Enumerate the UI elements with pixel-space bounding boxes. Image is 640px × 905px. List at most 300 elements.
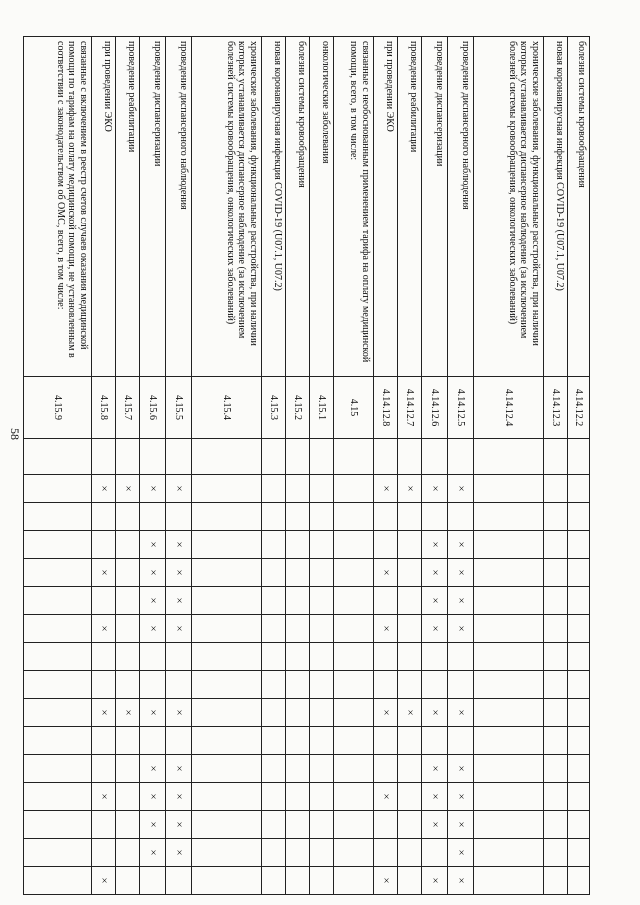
mark-cell	[116, 811, 140, 839]
mark-cell	[24, 699, 92, 727]
mark-cell	[310, 811, 334, 839]
row-code: 4.14.12.6	[422, 377, 448, 439]
mark-cell	[24, 439, 92, 475]
mark-cell: ×	[422, 615, 448, 643]
mark-cell: ×	[422, 475, 448, 503]
mark-cell: ×	[448, 811, 474, 839]
mark-cell	[24, 587, 92, 615]
mark-cell	[310, 643, 334, 671]
mark-cell	[116, 727, 140, 755]
mark-cell	[310, 531, 334, 559]
row-label: связанные с необоснованным применением тарифа на оплату медицинской помощи, всего, в том числе:	[334, 37, 374, 377]
mark-cell	[474, 783, 544, 811]
mark-cell	[334, 783, 374, 811]
mark-cell	[474, 699, 544, 727]
mark-cell	[262, 839, 286, 867]
mark-cell	[116, 755, 140, 783]
row-label: проведение реабилитации	[116, 37, 140, 377]
row-code: 4.15.8	[92, 377, 116, 439]
mark-cell: ×	[448, 783, 474, 811]
mark-cell	[116, 867, 140, 895]
mark-cell	[286, 587, 310, 615]
mark-cell	[310, 867, 334, 895]
mark-cell	[310, 839, 334, 867]
mark-cell	[544, 503, 568, 531]
mark-cell	[568, 643, 590, 671]
mark-cell	[474, 643, 544, 671]
mark-cell: ×	[166, 587, 192, 615]
mark-cell: ×	[448, 587, 474, 615]
mark-cell	[24, 559, 92, 587]
mark-cell	[310, 755, 334, 783]
mark-cell	[568, 867, 590, 895]
table-row	[448, 37, 474, 895]
mark-cell	[140, 439, 166, 475]
mark-cell	[544, 439, 568, 475]
mark-cell	[422, 643, 448, 671]
mark-cell	[398, 503, 422, 531]
mark-cell	[116, 783, 140, 811]
row-label: проведение диспансеризации	[422, 37, 448, 377]
mark-cell	[262, 811, 286, 839]
mark-cell: ×	[166, 839, 192, 867]
mark-cell	[398, 867, 422, 895]
mark-cell	[544, 839, 568, 867]
mark-cell	[24, 475, 92, 503]
mark-cell	[192, 559, 262, 587]
mark-cell: ×	[92, 699, 116, 727]
mark-cell	[334, 839, 374, 867]
mark-cell	[334, 503, 374, 531]
mark-cell	[310, 783, 334, 811]
mark-cell	[334, 531, 374, 559]
mark-cell: ×	[116, 699, 140, 727]
mark-cell	[448, 727, 474, 755]
mark-cell: ×	[398, 475, 422, 503]
mark-cell: ×	[448, 839, 474, 867]
mark-cell	[334, 867, 374, 895]
mark-cell	[398, 643, 422, 671]
mark-cell	[286, 475, 310, 503]
mark-cell	[334, 475, 374, 503]
mark-cell: ×	[422, 587, 448, 615]
mark-cell	[262, 587, 286, 615]
mark-cell	[334, 587, 374, 615]
mark-cell	[334, 811, 374, 839]
mark-cell	[398, 559, 422, 587]
mark-cell	[374, 839, 398, 867]
mark-cell	[262, 439, 286, 475]
mark-cell: ×	[166, 559, 192, 587]
mark-cell	[262, 643, 286, 671]
row-code: 4.15	[334, 377, 374, 439]
table-row	[140, 37, 166, 895]
row-code: 4.15.5	[166, 377, 192, 439]
row-code: 4.14.12.2	[568, 377, 590, 439]
mark-cell	[310, 559, 334, 587]
table-body	[24, 37, 590, 895]
mark-cell	[448, 671, 474, 699]
mark-cell	[334, 439, 374, 475]
page-number: 58	[8, 428, 22, 440]
mark-cell: ×	[398, 699, 422, 727]
mark-cell: ×	[422, 755, 448, 783]
mark-cell: ×	[92, 559, 116, 587]
mark-cell	[334, 615, 374, 643]
mark-cell: ×	[140, 587, 166, 615]
mark-cell	[334, 755, 374, 783]
mark-cell: ×	[140, 475, 166, 503]
table-row	[166, 37, 192, 895]
mark-cell	[568, 671, 590, 699]
mark-cell	[422, 727, 448, 755]
mark-cell	[286, 755, 310, 783]
mark-cell	[92, 531, 116, 559]
mark-cell	[262, 475, 286, 503]
table-row	[398, 37, 422, 895]
mark-cell: ×	[166, 475, 192, 503]
mark-cell	[334, 643, 374, 671]
row-label: болезни системы кровообращения	[568, 37, 590, 377]
mark-cell	[286, 531, 310, 559]
mark-cell	[192, 587, 262, 615]
table-row	[92, 37, 116, 895]
mark-cell	[568, 559, 590, 587]
mark-cell: ×	[422, 559, 448, 587]
mark-cell	[262, 727, 286, 755]
mark-cell	[24, 811, 92, 839]
row-label: хронические заболевания, функциональные расстройства, при наличии которых устанавливается диспансерное наблюдение (за исключением болезней системы кровообращения, онкологических заболеваний)	[192, 37, 262, 377]
mark-cell: ×	[422, 531, 448, 559]
mark-cell	[286, 671, 310, 699]
mark-cell	[544, 615, 568, 643]
mark-cell: ×	[374, 475, 398, 503]
table-row	[474, 37, 544, 895]
mark-cell	[140, 727, 166, 755]
mark-cell	[262, 503, 286, 531]
table-row	[334, 37, 374, 895]
mark-cell: ×	[448, 699, 474, 727]
mark-cell	[474, 811, 544, 839]
mark-cell: ×	[166, 755, 192, 783]
mark-cell	[24, 671, 92, 699]
mark-cell	[92, 439, 116, 475]
mark-cell	[374, 727, 398, 755]
mark-cell	[474, 587, 544, 615]
row-code: 4.14.12.3	[544, 377, 568, 439]
mark-cell	[92, 503, 116, 531]
table-row	[568, 37, 590, 895]
mark-cell	[192, 475, 262, 503]
mark-cell	[474, 839, 544, 867]
row-code: 4.15.4	[192, 377, 262, 439]
mark-cell	[286, 643, 310, 671]
mark-cell	[286, 559, 310, 587]
mark-cell	[286, 783, 310, 811]
mark-cell	[286, 699, 310, 727]
mark-cell	[192, 727, 262, 755]
mark-cell	[474, 615, 544, 643]
mark-cell	[262, 531, 286, 559]
row-label: онкологические заболевания	[310, 37, 334, 377]
mark-cell: ×	[140, 839, 166, 867]
mark-cell	[116, 587, 140, 615]
mark-cell	[398, 587, 422, 615]
row-label: при проведении ЭКО	[374, 37, 398, 377]
mark-cell	[398, 671, 422, 699]
mark-cell	[192, 643, 262, 671]
mark-cell	[192, 671, 262, 699]
mark-cell	[310, 475, 334, 503]
mark-cell: ×	[448, 559, 474, 587]
mark-cell	[398, 439, 422, 475]
mark-cell	[310, 439, 334, 475]
mark-cell	[286, 503, 310, 531]
mark-cell	[92, 755, 116, 783]
mark-cell	[92, 587, 116, 615]
mark-cell: ×	[116, 475, 140, 503]
mark-cell	[398, 755, 422, 783]
mark-cell	[374, 755, 398, 783]
mark-cell	[448, 439, 474, 475]
mark-cell: ×	[166, 699, 192, 727]
row-code: 4.15.9	[24, 377, 92, 439]
mark-cell	[24, 643, 92, 671]
table-row	[286, 37, 310, 895]
mark-cell: ×	[374, 867, 398, 895]
table-row	[310, 37, 334, 895]
mark-cell	[474, 439, 544, 475]
row-label: связанные с включением в реестр счетов случаев оказания медицинской помощи по тарифам на оплату медицинской помощи, не установленным в соответствии с законодательством об ОМС, всего, в том числе:	[24, 37, 92, 377]
mark-cell	[192, 699, 262, 727]
mark-cell	[544, 559, 568, 587]
mark-cell: ×	[448, 755, 474, 783]
mark-cell	[310, 503, 334, 531]
mark-cell: ×	[140, 559, 166, 587]
mark-cell	[422, 839, 448, 867]
mark-cell	[24, 755, 92, 783]
mark-cell	[374, 671, 398, 699]
table-row	[24, 37, 92, 895]
mark-cell: ×	[92, 615, 116, 643]
mark-cell	[116, 559, 140, 587]
mark-cell: ×	[422, 867, 448, 895]
mark-cell: ×	[140, 783, 166, 811]
mark-cell	[544, 727, 568, 755]
mark-cell	[192, 867, 262, 895]
mark-cell	[140, 503, 166, 531]
mark-cell	[544, 671, 568, 699]
mark-cell	[166, 867, 192, 895]
mark-cell	[568, 811, 590, 839]
mark-cell	[474, 503, 544, 531]
mark-cell	[544, 783, 568, 811]
mark-cell: ×	[140, 811, 166, 839]
mark-cell: ×	[166, 531, 192, 559]
data-table	[23, 36, 590, 895]
mark-cell	[24, 727, 92, 755]
mark-cell: ×	[448, 867, 474, 895]
mark-cell	[286, 439, 310, 475]
mark-cell	[422, 671, 448, 699]
mark-cell	[474, 867, 544, 895]
mark-cell	[166, 643, 192, 671]
mark-cell	[374, 587, 398, 615]
mark-cell: ×	[374, 615, 398, 643]
mark-cell: ×	[448, 475, 474, 503]
mark-cell	[262, 671, 286, 699]
mark-cell	[192, 531, 262, 559]
mark-cell	[24, 503, 92, 531]
mark-cell	[92, 727, 116, 755]
mark-cell	[140, 671, 166, 699]
row-code: 4.15.1	[310, 377, 334, 439]
rotated-table-container	[52, 36, 590, 892]
row-label: болезни системы кровообращения	[286, 37, 310, 377]
table-row	[374, 37, 398, 895]
mark-cell: ×	[422, 699, 448, 727]
row-code: 4.14.12.4	[474, 377, 544, 439]
row-label: проведение реабилитации	[398, 37, 422, 377]
mark-cell	[568, 475, 590, 503]
mark-cell: ×	[140, 699, 166, 727]
table-row	[422, 37, 448, 895]
mark-cell	[310, 587, 334, 615]
mark-cell	[568, 531, 590, 559]
mark-cell: ×	[92, 783, 116, 811]
mark-cell	[474, 755, 544, 783]
mark-cell	[262, 699, 286, 727]
mark-cell	[474, 671, 544, 699]
mark-cell	[166, 439, 192, 475]
mark-cell: ×	[92, 867, 116, 895]
mark-cell	[116, 439, 140, 475]
mark-cell	[398, 783, 422, 811]
table-row	[262, 37, 286, 895]
mark-cell	[374, 643, 398, 671]
mark-cell	[24, 867, 92, 895]
mark-cell	[474, 559, 544, 587]
mark-cell	[116, 671, 140, 699]
mark-cell	[262, 615, 286, 643]
mark-cell	[544, 867, 568, 895]
row-label: проведение диспансерного наблюдения	[166, 37, 192, 377]
table-row	[544, 37, 568, 895]
mark-cell: ×	[422, 811, 448, 839]
mark-cell	[568, 699, 590, 727]
mark-cell	[140, 867, 166, 895]
mark-cell	[310, 699, 334, 727]
mark-cell	[286, 615, 310, 643]
mark-cell	[24, 783, 92, 811]
mark-cell	[166, 727, 192, 755]
mark-cell	[92, 671, 116, 699]
mark-cell	[334, 559, 374, 587]
mark-cell	[398, 839, 422, 867]
mark-cell	[192, 839, 262, 867]
mark-cell	[92, 839, 116, 867]
mark-cell	[262, 559, 286, 587]
row-label: проведение диспансерного наблюдения	[448, 37, 474, 377]
mark-cell	[334, 671, 374, 699]
table-row	[192, 37, 262, 895]
mark-cell	[24, 531, 92, 559]
mark-cell	[262, 867, 286, 895]
mark-cell	[374, 503, 398, 531]
mark-cell	[24, 615, 92, 643]
mark-cell	[568, 439, 590, 475]
mark-cell	[262, 755, 286, 783]
mark-cell: ×	[422, 783, 448, 811]
mark-cell	[24, 839, 92, 867]
mark-cell	[544, 811, 568, 839]
mark-cell	[192, 783, 262, 811]
mark-cell	[544, 699, 568, 727]
mark-cell	[116, 531, 140, 559]
mark-cell	[116, 839, 140, 867]
mark-cell	[116, 615, 140, 643]
mark-cell	[422, 503, 448, 531]
row-code: 4.14.12.7	[398, 377, 422, 439]
mark-cell	[544, 587, 568, 615]
mark-cell	[374, 439, 398, 475]
mark-cell	[568, 615, 590, 643]
row-label: при проведении ЭКО	[92, 37, 116, 377]
mark-cell: ×	[374, 559, 398, 587]
mark-cell: ×	[92, 475, 116, 503]
mark-cell: ×	[166, 615, 192, 643]
mark-cell	[398, 615, 422, 643]
mark-cell: ×	[166, 811, 192, 839]
mark-cell	[286, 867, 310, 895]
mark-cell	[166, 503, 192, 531]
mark-cell	[474, 475, 544, 503]
mark-cell	[92, 811, 116, 839]
mark-cell	[448, 503, 474, 531]
mark-cell	[422, 439, 448, 475]
mark-cell	[568, 755, 590, 783]
mark-cell: ×	[374, 783, 398, 811]
mark-cell: ×	[140, 755, 166, 783]
mark-cell: ×	[140, 531, 166, 559]
row-label: хронические заболевания, функциональные расстройства, при наличии которых устанавливается диспансерное наблюдение (за исключением болезней системы кровообращения, онкологических заболеваний)	[474, 37, 544, 377]
mark-cell	[568, 783, 590, 811]
mark-cell	[474, 727, 544, 755]
row-code: 4.15.3	[262, 377, 286, 439]
mark-cell	[544, 643, 568, 671]
mark-cell	[568, 587, 590, 615]
mark-cell	[374, 811, 398, 839]
mark-cell: ×	[140, 615, 166, 643]
mark-cell	[192, 811, 262, 839]
mark-cell	[262, 783, 286, 811]
row-code: 4.14.12.5	[448, 377, 474, 439]
row-code: 4.14.12.8	[374, 377, 398, 439]
row-code: 4.15.6	[140, 377, 166, 439]
mark-cell	[568, 727, 590, 755]
table-row	[116, 37, 140, 895]
mark-cell	[286, 811, 310, 839]
mark-cell	[398, 727, 422, 755]
row-code: 4.15.2	[286, 377, 310, 439]
mark-cell	[286, 839, 310, 867]
mark-cell	[374, 531, 398, 559]
mark-cell	[192, 439, 262, 475]
mark-cell	[398, 811, 422, 839]
row-label: новая коронавирусная инфекция COVID-19 (U07.1, U07.2)	[544, 37, 568, 377]
mark-cell: ×	[166, 783, 192, 811]
mark-cell	[474, 531, 544, 559]
